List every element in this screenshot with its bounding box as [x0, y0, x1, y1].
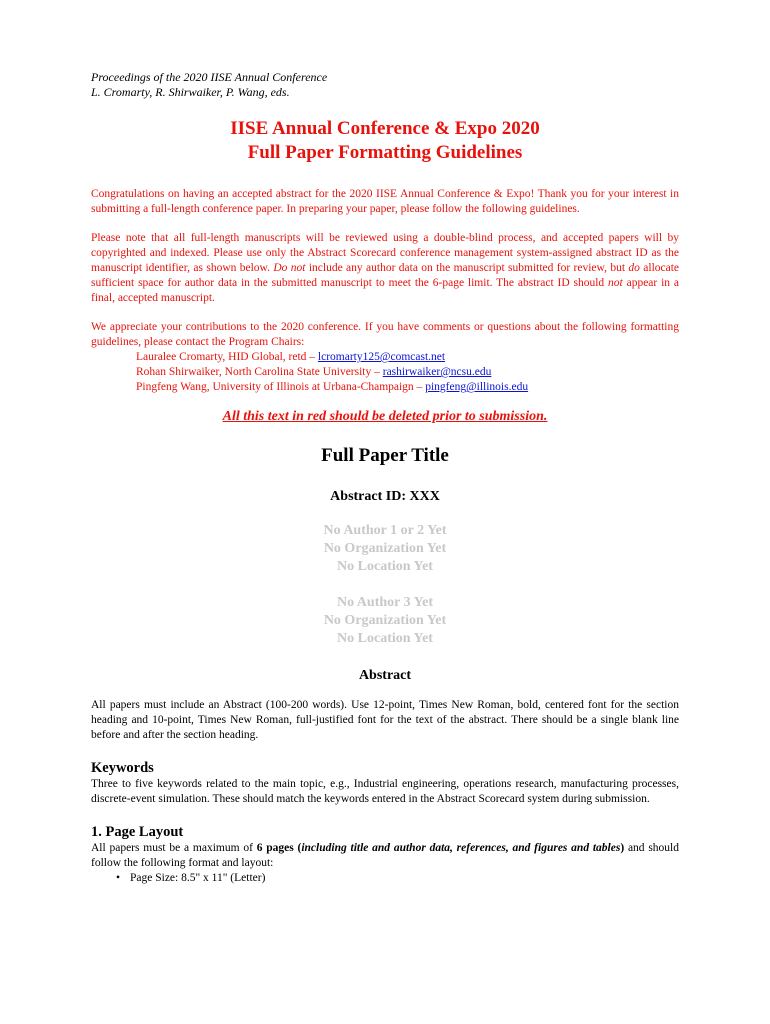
author-location: No Location Yet [337, 559, 433, 574]
page-layout-text [91, 841, 679, 871]
author-name: No Author 1 or 2 Yet [323, 523, 447, 538]
program-chairs-list [91, 350, 679, 395]
intro-p2-part-a: Please note that all full-length manuscripts will be reviewed using a double-blind process, and accepted papers will by copyrighted and indexed. Please use only the Abstract Scorecard conference management system-assigned abstract ID as the manuscript identifier, as shown below. [91, 232, 679, 274]
author-block-1 [91, 522, 679, 576]
chair-name: Pingfeng Wang, University of Illinois at Urbana-Champaign – [136, 381, 423, 393]
guidelines-title [91, 117, 679, 165]
abstract-id: Abstract ID: XXX [330, 489, 440, 504]
page-layout-text-a: All papers must be a maximum of [91, 842, 253, 854]
proceedings-title: Proceedings of the 2020 IISE Annual Conference [91, 70, 328, 84]
intro-paragraph-3: We appreciate your contributions to the 2020 conference. If you have comments or questions about the following formatting guidelines, please contact the Program Chairs: [91, 321, 679, 348]
paper-title: Full Paper Title [321, 445, 449, 466]
author-name: No Author 3 Yet [336, 595, 434, 610]
guidelines-title-line-2: Full Paper Formatting Guidelines [247, 142, 523, 163]
chair-entry [136, 380, 679, 395]
page-layout-bullets [91, 871, 679, 886]
author-block-2 [91, 594, 679, 648]
page-layout-heading: 1. Page Layout [91, 824, 184, 840]
intro-p2-part-d: appear in a final, accepted manuscript. [91, 277, 679, 304]
proceedings-header [91, 70, 679, 100]
page-layout-bold-italic: including title and author data, references, and figures and tables [301, 842, 621, 854]
chair-email-link[interactable]: pingfeng@illinois.edu [425, 381, 529, 393]
page-layout-text-b: and should follow the following format and layout: [91, 842, 680, 869]
intro-paragraph-1: Congratulations on having an accepted abstract for the 2020 IISE Annual Conference & Expo! Thank you for your interest in submitting a full-length conference paper. In preparing your paper, please follow the following guidelines. [91, 188, 679, 215]
chair-entry [136, 365, 679, 380]
intro-p2-do-not: Do not [273, 262, 306, 274]
author-organization: No Organization Yet [323, 541, 447, 556]
page-layout-close-paren: ) [620, 842, 625, 854]
chair-name: Rohan Shirwaiker, North Carolina State University – [136, 366, 380, 378]
page-layout-open-paren: ( [297, 842, 302, 854]
guidelines-title-line-1: IISE Annual Conference & Expo 2020 [230, 118, 540, 139]
chair-email-link[interactable]: lcromarty125@comcast.net [317, 351, 446, 363]
list-item-text: Page Size: 8.5" x 11" (Letter) [130, 872, 266, 884]
chair-name: Lauralee Cromarty, HID Global, retd – [136, 351, 316, 363]
intro-paragraph-2 [91, 231, 679, 306]
bullet-icon: • [116, 872, 121, 884]
proceedings-editors: L. Cromarty, R. Shirwaiker, P. Wang, eds. [91, 85, 290, 99]
delete-note: All this text in red should be deleted prior to submission. [222, 409, 548, 424]
chair-entry [136, 350, 679, 365]
abstract-text: All papers must include an Abstract (100-200 words). Use 12-point, Times New Roman, bold, centered font for the section heading and 10-point, Times New Roman, full-justified font for the text of the abstract. There should be a single blank line before and after the section heading. [91, 699, 679, 741]
intro-p2-part-c: allocate sufficient space for author data in the submitted manuscript to meet the 6-page limit. The abstract ID should [91, 262, 680, 289]
list-item [91, 871, 679, 886]
intro-p2-part-b: include any author data on the manuscript submitted for review, but [308, 262, 626, 274]
intro-p2-not: not [608, 277, 623, 289]
keywords-text: Three to five keywords related to the main topic, e.g., Industrial engineering, operations research, manufacturing processes, discrete-event simulation. These should match the keywords entered in the Abstract Scorecard system during submission. [91, 778, 679, 805]
intro-p2-do: do [628, 262, 640, 274]
abstract-heading: Abstract [358, 668, 412, 683]
author-location: No Location Yet [337, 631, 433, 646]
chair-email-link[interactable]: rashirwaiker@ncsu.edu [382, 366, 492, 378]
author-organization: No Organization Yet [323, 613, 447, 628]
keywords-heading: Keywords [91, 760, 154, 776]
page-layout-bold: 6 pages [256, 842, 294, 854]
